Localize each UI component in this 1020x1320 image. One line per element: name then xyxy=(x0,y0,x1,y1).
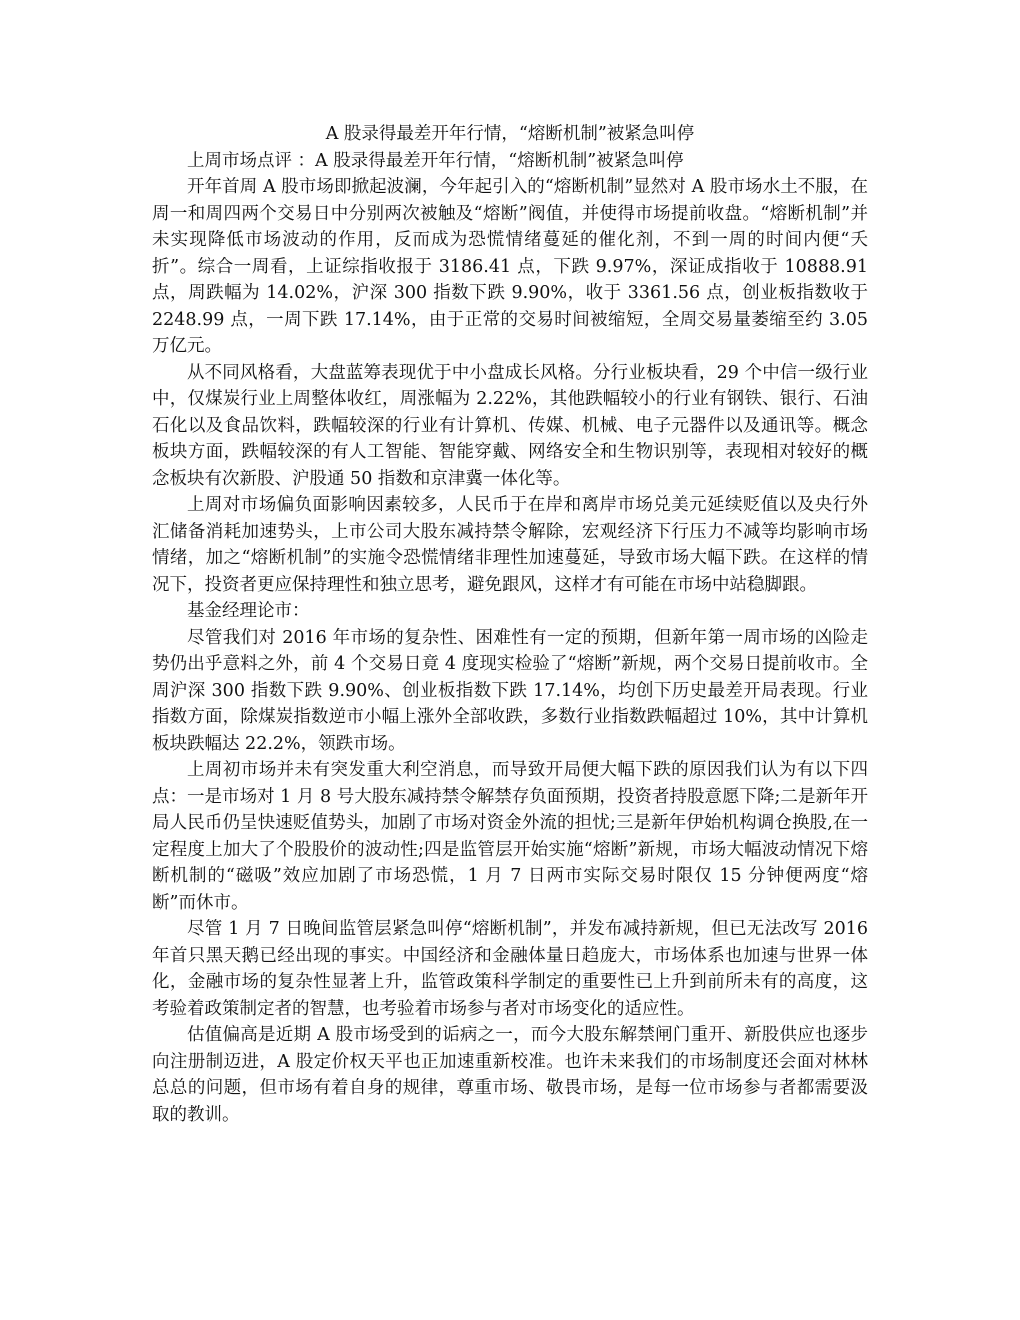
paragraph: 上周初市场并未有突发重大利空消息，而导致开局便大幅下跌的原因我们认为有以下四点：一是市场对 1 月 8 号大股东减持禁令解禁存负面预期，投资者持股意愿下降;二是新年开局人民币仍呈快速贬值势头，加剧了市场对资金外流的担忧;三是新年伊始机构调仓换股,在一定程度上加大了个股股价的波动性;四是监管层开始实施“熔断”新规，市场大幅波动情况下熔断机制的“磁吸”效应加剧了市场恐慌，1 月 7 日两市实际交易时限仅 15 分钟便两度“熔断”而休市。 xyxy=(152,760,868,913)
document-subtitle: 上周市场点评 ：A 股录得最差开年行情，“熔断机制”被紧急叫停 xyxy=(187,150,684,171)
section-heading: 基金经理论市： xyxy=(187,601,310,621)
paragraph: 尽管我们对 2016 年市场的复杂性、困难性有一定的预期，但新年第一周市场的凶险走势仍出乎意料之外，前 4 个交易日竟 4 度现实检验了“熔断”新规，两个交易日提前收市。全周沪深 300 指数下跌 9.90%、创业板指数下跌 17.14%，均创下历史最差开局表现。行业指数方面，除煤炭指数逆市小幅上涨外全部收跌，多数行业指数跌幅超过 10%，其中计算机板块跌幅达 22.2%，领跌市场。 xyxy=(152,627,868,754)
paragraph: 开年首周 A 股市场即掀起波澜，今年起引入的“熔断机制”显然对 A 股市场水土不服，在周一和周四两个交易日中分别两次被触及“熔断”阀值，并使得市场提前收盘。“熔断机制”并未实现降低市场波动的作用，反而成为恐慌情绪蔓延的催化剂，不到一周的时间内便“夭折”。综合一周看，上证综指收报于 3186.41 点，下跌 9.97%，深证成指收于 10888.91 点，周跌幅为 14.02%，沪深 300 指数下跌 9.90%，收于 3361.56 点，创业板指数收于 2248.99 点，一周下跌 17.14%，由于正常的交易时间被缩短，全周交易量萎缩至约 3.05 万亿元。 xyxy=(152,177,868,356)
document-page xyxy=(152,121,868,1128)
paragraph: 估值偏高是近期 A 股市场受到的诟病之一，而今大股东解禁闸门重开、新股供应也逐步向注册制迈进，A 股定价权天平也正加速重新校准。也许未来我们的市场制度还会面对林林总总的问题，但市场有着自身的规律，尊重市场、敬畏市场，是每一位市场参与者都需要汲取的教训。 xyxy=(152,1025,868,1125)
paragraph: 上周对市场偏负面影响因素较多，人民币于在岸和离岸市场兑美元延续贬值以及央行外汇储备消耗加速势头，上市公司大股东减持禁令解除，宏观经济下行压力不减等均影响市场情绪，加之“熔断机制”的实施令恐慌情绪非理性加速蔓延，导致市场大幅下跌。在这样的情况下，投资者更应保持理性和独立思考，避免跟风，这样才有可能在市场中站稳脚跟。 xyxy=(152,495,868,595)
paragraph: 尽管 1 月 7 日晚间监管层紧急叫停“熔断机制”，并发布减持新规，但已无法改写 2016 年首只黑天鹅已经出现的事实。中国经济和金融体量日趋庞大，市场体系也加速与世界一体化，金融市场的复杂性显著上升，监管政策科学制定的重要性已上升到前所未有的高度，这考验着政策制定者的智慧，也考验着市场参与者对市场变化的适应性。 xyxy=(152,919,868,1019)
document-title: A 股录得最差开年行情，“熔断机制”被紧急叫停 xyxy=(325,124,695,144)
paragraph: 从不同风格看，大盘蓝筹表现优于中小盘成长风格。分行业板块看，29 个中信一级行业中，仅煤炭行业上周整体收红，周涨幅为 2.22%，其他跌幅较小的行业有钢铁、银行、石油石化以及食品饮料，跌幅较深的行业有计算机、传媒、机械、电子元器件以及通讯等。概念板块方面，跌幅较深的有人工智能、智能穿戴、网络安全和生物识别等，表现相对较好的概念板块有次新股、沪股通 50 指数和京津冀一体化等。 xyxy=(152,362,868,489)
